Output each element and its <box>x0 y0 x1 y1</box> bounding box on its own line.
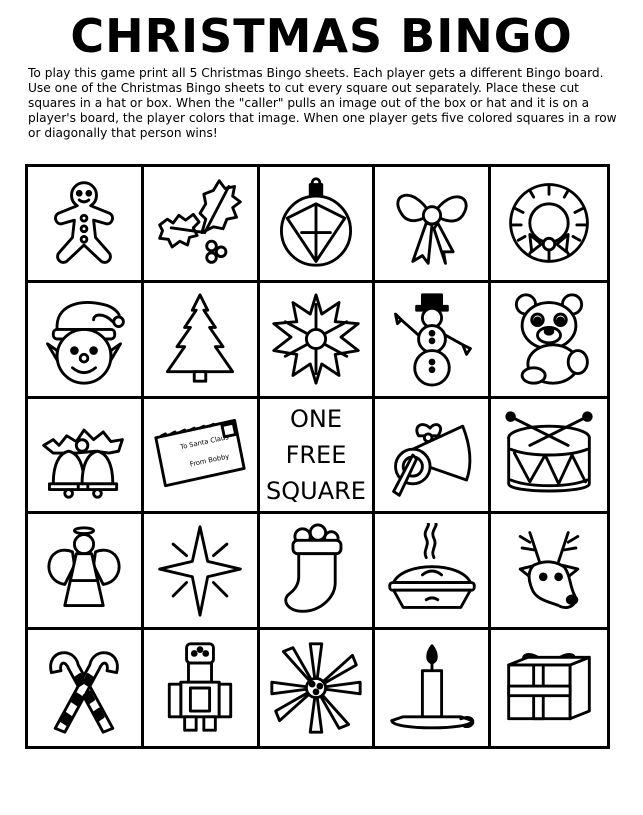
square-stocking[interactable] <box>260 514 376 630</box>
ornament-icon <box>268 175 364 271</box>
square-reindeer[interactable] <box>491 514 607 630</box>
square-bells[interactable] <box>28 399 144 515</box>
pie-icon <box>384 523 480 619</box>
drum-icon <box>501 407 597 503</box>
bingo-board <box>25 164 610 749</box>
elf-icon <box>36 291 132 387</box>
gift-icon <box>501 640 597 736</box>
square-candle[interactable] <box>375 630 491 746</box>
square-horn[interactable] <box>375 399 491 515</box>
bow-icon <box>384 175 480 271</box>
tree-icon <box>152 291 248 387</box>
square-teddy-bear[interactable] <box>491 283 607 399</box>
page-title: CHRISTMAS BINGO <box>70 9 573 63</box>
square-gift[interactable] <box>491 630 607 746</box>
nutcracker-icon <box>152 640 248 736</box>
free-square-line1: ONE <box>289 404 342 433</box>
square-star[interactable] <box>144 514 260 630</box>
gingerbread-man-icon <box>36 175 132 271</box>
envelope-address: To Santa Claus <box>179 433 230 452</box>
envelope-icon <box>152 407 248 503</box>
bells-icon <box>36 407 132 503</box>
square-drum[interactable] <box>491 399 607 515</box>
stocking-icon <box>268 523 364 619</box>
wreath-icon <box>501 175 597 271</box>
square-pie[interactable] <box>375 514 491 630</box>
square-elf[interactable] <box>28 283 144 399</box>
envelope-from: From Bobby <box>189 452 231 469</box>
snowflake-icon <box>268 291 364 387</box>
poinsettia-icon <box>268 640 364 736</box>
instructions: To play this game print all 5 Christmas Bingo sheets. Each player gets a different Bingo board. Use one of the Christmas Bingo sheets to cut every square out separately. Place these cut squares in a hat or box. When the "caller" pulls an image out of the box or hat and it is on a player's board, the player colors that image. When one player gets five colored squares in a row or diagonally that person wins! <box>28 66 617 140</box>
square-free-square[interactable] <box>260 399 376 515</box>
free-square-line2: FREE <box>285 440 347 469</box>
square-ornament[interactable] <box>260 167 376 283</box>
snowman-icon <box>384 291 480 387</box>
free-square-line3: SQUARE <box>266 476 366 505</box>
square-holly[interactable] <box>144 167 260 283</box>
holly-icon <box>152 175 248 271</box>
horn-icon <box>384 407 480 503</box>
teddy-bear-icon <box>501 291 597 387</box>
candle-icon <box>384 640 480 736</box>
square-snowflake[interactable] <box>260 283 376 399</box>
square-snowman[interactable] <box>375 283 491 399</box>
square-candy-canes[interactable] <box>28 630 144 746</box>
square-poinsettia[interactable] <box>260 630 376 746</box>
star-icon <box>152 523 248 619</box>
reindeer-icon <box>501 523 597 619</box>
candy-canes-icon <box>36 640 132 736</box>
angel-icon <box>36 523 132 619</box>
square-gingerbread-man[interactable] <box>28 167 144 283</box>
square-christmas-tree[interactable] <box>144 283 260 399</box>
square-bow[interactable] <box>375 167 491 283</box>
square-wreath[interactable] <box>491 167 607 283</box>
square-nutcracker[interactable] <box>144 630 260 746</box>
square-letter-to-santa[interactable] <box>144 399 260 515</box>
square-angel[interactable] <box>28 514 144 630</box>
